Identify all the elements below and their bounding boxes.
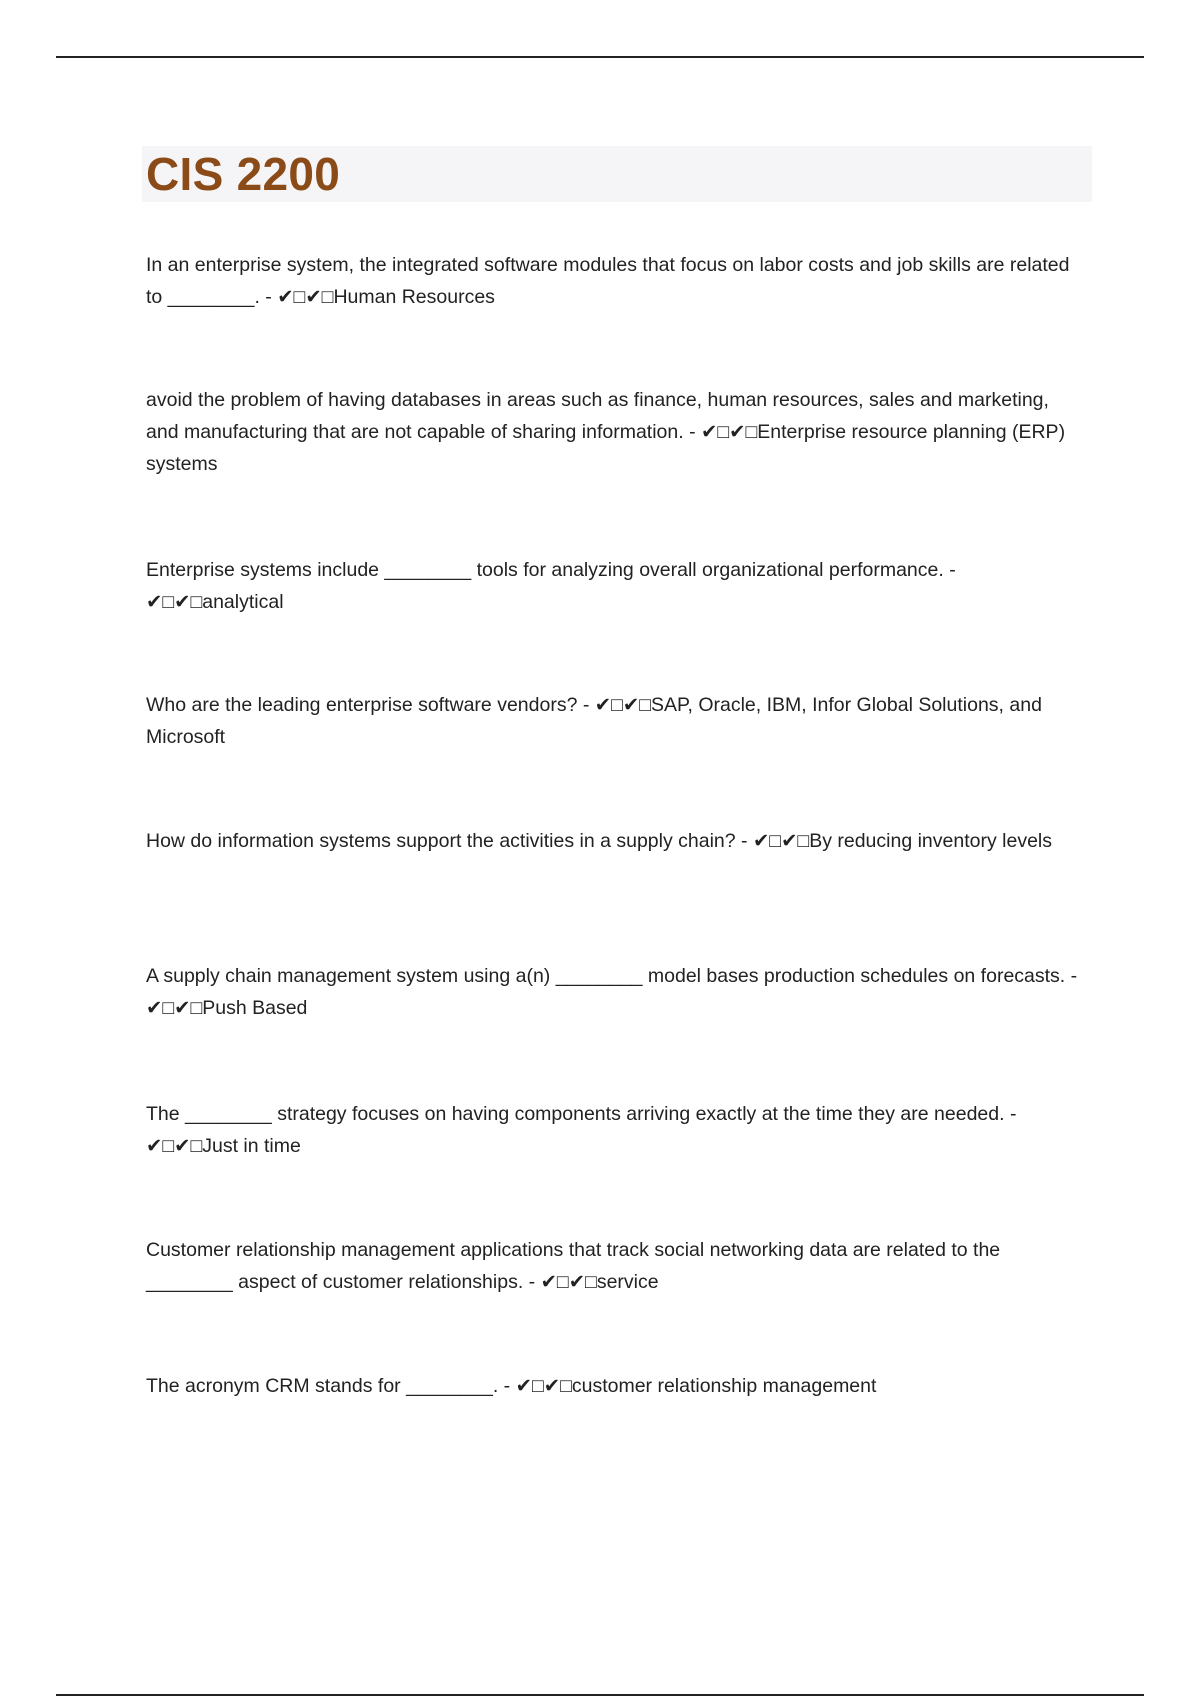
question-text: Who are the leading enterprise software vendors?: [146, 694, 578, 716]
bottom-rule: [56, 1694, 1144, 1696]
separator: -: [498, 1375, 516, 1397]
answer-check-icon: ✔□✔□: [540, 1271, 597, 1293]
qa-item-7: [146, 1098, 1086, 1162]
answer-text: By reducing inventory levels: [809, 830, 1052, 852]
qa-item-6: [146, 960, 1086, 1024]
separator: -: [259, 286, 278, 308]
qa-item-1: [146, 249, 1086, 313]
answer-text: analytical: [202, 591, 284, 613]
question-text: How do information systems support the activities in a supply chain?: [146, 830, 736, 852]
question-text: The acronym CRM stands for ________.: [146, 1375, 499, 1397]
separator: -: [523, 1271, 541, 1293]
qa-item-8: [146, 1234, 1086, 1298]
qa-item-9: [146, 1370, 1086, 1402]
question-text: Enterprise systems include ________ tools for analyzing overall organizational performance.: [146, 559, 944, 581]
answer-check-icon: ✔□✔□: [515, 1375, 572, 1397]
separator: -: [1065, 965, 1078, 987]
separator: -: [1004, 1103, 1017, 1125]
answer-text: customer relationship management: [571, 1375, 877, 1397]
qa-item-5: [146, 825, 1086, 857]
qa-item-2: [146, 384, 1086, 480]
document-title: CIS 2200: [146, 148, 341, 200]
answer-check-icon: ✔□✔□: [146, 997, 203, 1019]
answer-text: SAP, Oracle, IBM, Infor Global Solutions, and Microsoft: [146, 694, 1042, 748]
answer-text: service: [596, 1271, 659, 1293]
question-text: A supply chain management system using a(n) ________ model bases production schedules on forecasts.: [146, 965, 1066, 987]
separator: -: [943, 559, 956, 581]
separator: -: [735, 830, 753, 852]
answer-check-icon: ✔□✔□: [277, 286, 334, 308]
top-rule: [56, 56, 1144, 58]
answer-text: Enterprise resource planning (ERP) systems: [146, 421, 1066, 475]
separator: -: [577, 694, 595, 716]
question-text: Customer relationship management applications that track social networking data are related to the ________ aspect of customer relationships.: [146, 1239, 1001, 1293]
answer-check-icon: ✔□✔□: [752, 830, 810, 852]
question-text: The ________ strategy focuses on having components arriving exactly at the time they are needed.: [146, 1103, 1005, 1125]
answer-text: Just in time: [202, 1135, 301, 1157]
answer-check-icon: ✔□✔□: [146, 1135, 203, 1157]
question-text: In an enterprise system, the integrated software modules that focus on labor costs and job skills are related to ________.: [146, 254, 1070, 308]
answer-check-icon: ✔□✔□: [146, 591, 203, 613]
answer-check-icon: ✔□✔□: [594, 694, 651, 716]
qa-item-4: [146, 689, 1086, 753]
answer-text: Push Based: [202, 997, 308, 1019]
answer-check-icon: ✔□✔□: [701, 421, 758, 443]
qa-item-3: [146, 554, 1086, 618]
separator: -: [683, 421, 702, 443]
answer-text: Human Resources: [333, 286, 495, 308]
question-text: avoid the problem of having databases in areas such as finance, human resources, sales and marketing, and manufacturing that are not capable of sharing information.: [146, 389, 1049, 443]
